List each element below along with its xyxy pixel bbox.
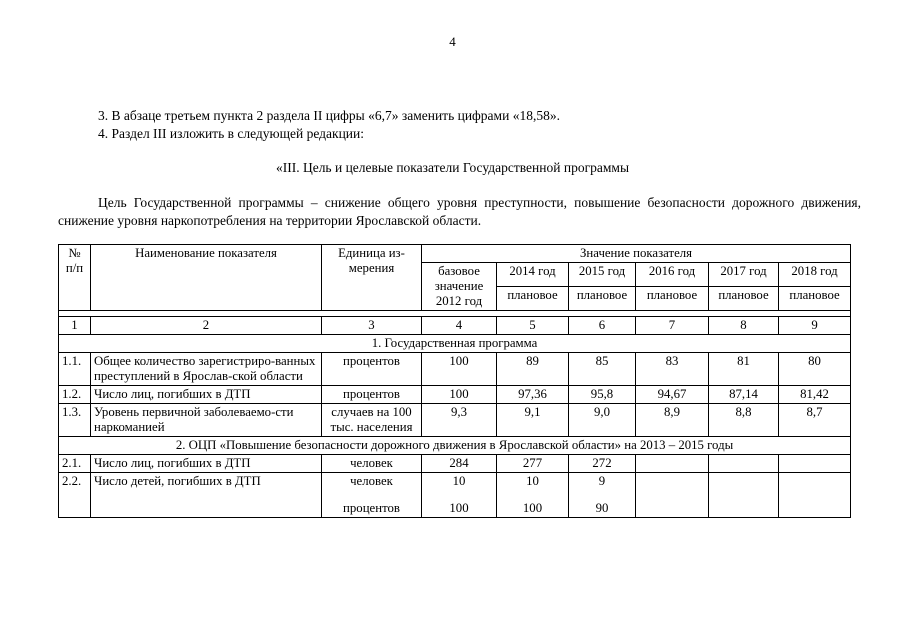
row-value: 95,8	[569, 386, 636, 404]
row-value: 277	[497, 455, 569, 473]
header-base: базовое значение 2012 год	[422, 263, 497, 311]
row-value: 94,67	[636, 386, 709, 404]
section-title: 2. ОЦП «Повышение безопасности дорожного движения в Ярославской области» на 2013 – 2015 годы	[59, 437, 851, 455]
header-row-1	[59, 245, 851, 263]
row-unit: процентов	[322, 353, 422, 386]
row-value	[779, 473, 851, 518]
col-number: 3	[322, 317, 422, 335]
goal-paragraph: Цель Государственной программы – снижение общего уровня преступности, повышение безопасности дорожного движения, снижение уровня наркопотребления на территории Ярославской области.	[58, 195, 861, 228]
row-value	[497, 473, 569, 518]
row-unit-primary: человек	[350, 474, 393, 488]
row-name: Общее количество зарегистриро-ванных преступлений в Ярослав-ской области	[91, 353, 322, 386]
header-year-2015: 2015 год	[569, 263, 636, 287]
header-year-2014: 2014 год	[497, 263, 569, 287]
row-unit	[322, 473, 422, 518]
col-number: 1	[59, 317, 91, 335]
header-num: № п/п	[59, 245, 91, 311]
row-name: Число лиц, погибших в ДТП	[91, 386, 322, 404]
col-number: 4	[422, 317, 497, 335]
row-value: 9,1	[497, 404, 569, 437]
section-heading: «III. Цель и целевые показатели Государственной программы	[275, 160, 630, 175]
column-number-row	[59, 317, 851, 335]
row-value	[569, 473, 636, 518]
row-unit-secondary: процентов	[343, 501, 400, 515]
paragraph-item-4: 4. Раздел III изложить в следующей редакции:	[98, 126, 365, 141]
header-name: Наименование показателя	[91, 245, 322, 311]
header-year-2016: 2016 год	[636, 263, 709, 287]
table-row	[59, 473, 851, 518]
table-row	[59, 353, 851, 386]
row-value-secondary: 100	[522, 501, 543, 515]
page-number: 4	[449, 34, 456, 49]
row-value: 97,36	[497, 386, 569, 404]
header-planned-2018: плановое	[779, 287, 851, 311]
row-value-secondary: 90	[595, 501, 609, 515]
row-value-primary: 9	[598, 474, 606, 488]
col-number: 8	[709, 317, 779, 335]
section-title-row	[59, 437, 851, 455]
row-value: 85	[569, 353, 636, 386]
header-planned-2015: плановое	[569, 287, 636, 311]
row-value: 8,8	[709, 404, 779, 437]
row-num: 1.2.	[59, 386, 91, 404]
table-row	[59, 386, 851, 404]
header-year-2018: 2018 год	[779, 263, 851, 287]
row-value: 89	[497, 353, 569, 386]
row-value: 87,14	[709, 386, 779, 404]
row-value: 272	[569, 455, 636, 473]
section-title-row	[59, 335, 851, 353]
row-value: 83	[636, 353, 709, 386]
row-value: 80	[779, 353, 851, 386]
row-num: 1.1.	[59, 353, 91, 386]
header-value-group: Значение показателя	[422, 245, 851, 263]
row-value	[636, 473, 709, 518]
row-value-primary: 10	[452, 474, 466, 488]
row-value: 81,42	[779, 386, 851, 404]
table-row	[59, 404, 851, 437]
row-value: 8,9	[636, 404, 709, 437]
row-num: 2.2.	[59, 473, 91, 518]
row-num: 1.3.	[59, 404, 91, 437]
row-name: Уровень первичной заболеваемо-сти наркоманией	[91, 404, 322, 437]
col-number: 6	[569, 317, 636, 335]
row-value	[709, 455, 779, 473]
row-name: Число лиц, погибших в ДТП	[91, 455, 322, 473]
row-unit: человек	[322, 455, 422, 473]
col-number: 9	[779, 317, 851, 335]
row-value: 284	[422, 455, 497, 473]
header-planned-2016: плановое	[636, 287, 709, 311]
row-value: 9,0	[569, 404, 636, 437]
row-num: 2.1.	[59, 455, 91, 473]
paragraph-item-3: 3. В абзаце третьем пункта 2 раздела II цифры «6,7» заменить цифрами «18,58».	[98, 108, 560, 123]
row-unit: процентов	[322, 386, 422, 404]
header-year-2017: 2017 год	[709, 263, 779, 287]
col-number: 7	[636, 317, 709, 335]
row-unit: случаев на 100 тыс. населения	[322, 404, 422, 437]
header-planned-2017: плановое	[709, 287, 779, 311]
section-title: 1. Государственная программа	[59, 335, 851, 353]
row-value: 100	[422, 386, 497, 404]
row-value	[779, 455, 851, 473]
col-number: 5	[497, 317, 569, 335]
table-row	[59, 455, 851, 473]
row-value	[709, 473, 779, 518]
row-value: 8,7	[779, 404, 851, 437]
row-value: 9,3	[422, 404, 497, 437]
row-value-primary: 10	[526, 474, 539, 488]
header-unit: Единица из-мерения	[322, 245, 422, 311]
row-value	[422, 473, 497, 518]
col-number: 2	[91, 317, 322, 335]
row-name: Число детей, погибших в ДТП	[91, 473, 322, 518]
header-planned-2014: плановое	[497, 287, 569, 311]
row-value: 81	[709, 353, 779, 386]
row-value: 100	[422, 353, 497, 386]
row-value	[636, 455, 709, 473]
row-value-secondary: 100	[449, 501, 469, 515]
indicators-table	[58, 244, 851, 518]
